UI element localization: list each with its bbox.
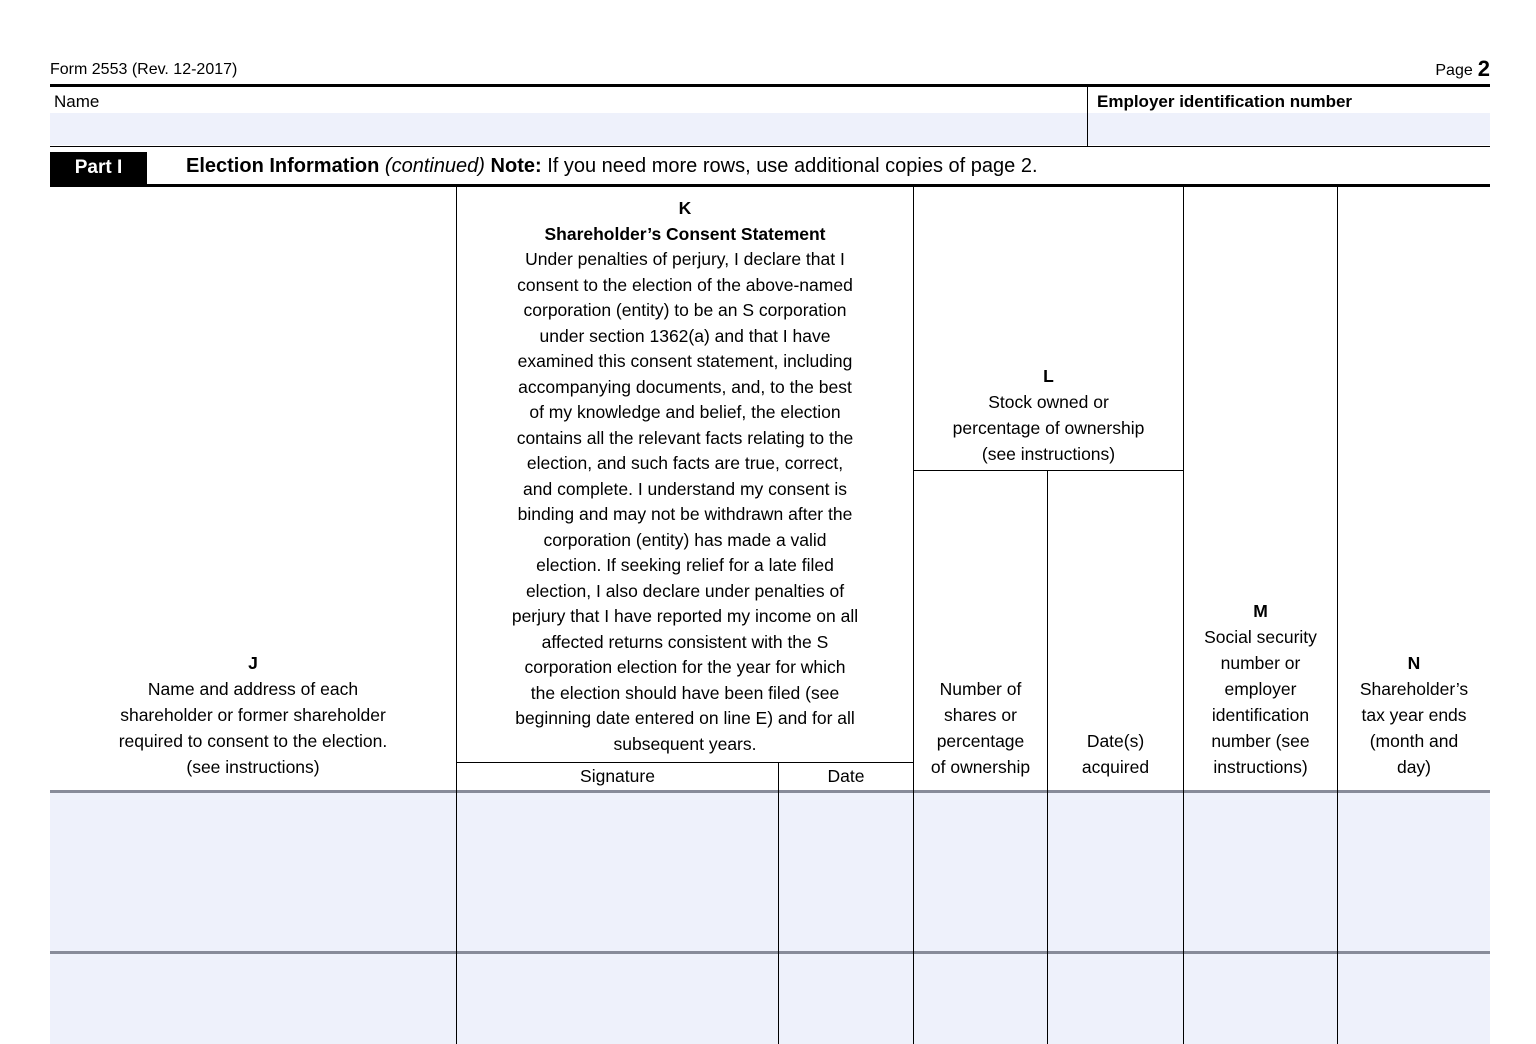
name-cell bbox=[50, 86, 1087, 146]
ein-cell bbox=[1087, 86, 1490, 146]
column-header-m bbox=[1184, 187, 1337, 790]
part1-note-label: Note: bbox=[490, 155, 542, 177]
column-l-shares-text: Number of shares or percentage of ownership bbox=[930, 679, 1031, 777]
row2-shares-field[interactable] bbox=[914, 954, 1047, 1044]
ein-label: Employer identification number bbox=[1097, 92, 1353, 111]
page-number-value: 2 bbox=[1477, 56, 1490, 81]
row1-signature-field[interactable] bbox=[457, 793, 778, 951]
table-row bbox=[50, 790, 1490, 951]
column-header-n bbox=[1338, 187, 1490, 790]
row2-date-field[interactable] bbox=[779, 954, 913, 1044]
row1-date-acquired-field[interactable] bbox=[1048, 793, 1183, 951]
divider-j-k bbox=[456, 790, 457, 1044]
divider-l-subcolumns bbox=[1047, 790, 1048, 1044]
divider-k-l bbox=[913, 790, 914, 1044]
column-header-l bbox=[914, 363, 1183, 467]
column-l-text: Stock owned or percentage of ownership (see instructions) bbox=[952, 392, 1145, 464]
row2-ssn-ein-field[interactable] bbox=[1184, 954, 1337, 1044]
part1-header-bar bbox=[50, 152, 1490, 187]
divider-l-m bbox=[1183, 790, 1184, 1044]
form-id: Form 2553 (Rev. 12-2017) bbox=[50, 61, 238, 78]
row1-date-field[interactable] bbox=[779, 793, 913, 951]
column-k-title: Shareholder’s Consent Statement bbox=[544, 223, 826, 244]
part1-note-text: If you need more rows, use additional copies of page 2. bbox=[547, 155, 1038, 177]
row1-tax-year-field[interactable] bbox=[1338, 793, 1490, 951]
ein-input[interactable] bbox=[1088, 113, 1490, 145]
column-m-letter: M bbox=[1253, 601, 1268, 621]
column-header-j bbox=[50, 187, 456, 790]
column-k-letter: K bbox=[678, 198, 692, 218]
column-j-text: Name and address of each shareholder or former shareholder required to consent to the election. (see instructions) bbox=[118, 679, 388, 777]
signature-header: Signature bbox=[580, 766, 655, 786]
part1-title-line bbox=[186, 155, 1038, 178]
part1-label: Part I bbox=[50, 152, 147, 184]
part1-title: Election Information bbox=[186, 155, 380, 177]
shareholder-table-rows bbox=[50, 790, 1490, 1044]
divider-signature-date bbox=[778, 790, 779, 1044]
column-header-l-shares bbox=[914, 471, 1047, 790]
date-header: Date bbox=[827, 766, 865, 786]
page-label: Page bbox=[1435, 62, 1473, 79]
column-m-text: Social security number or employer identification number (see instructions) bbox=[1204, 627, 1317, 777]
column-l-dates-text: Date(s) acquired bbox=[1081, 731, 1150, 777]
identity-box bbox=[50, 86, 1490, 147]
column-l-letter: L bbox=[1043, 366, 1054, 386]
row2-signature-field[interactable] bbox=[457, 954, 778, 1044]
table-row bbox=[50, 951, 1490, 1044]
shareholder-table-header bbox=[50, 187, 1490, 790]
part1-continued: (continued) bbox=[384, 155, 485, 177]
column-header-l-dates bbox=[1048, 471, 1183, 790]
column-k-consent-text: Under penalties of perjury, I declare that I consent to the election of the above-named corporation (entity) to be an S corporation under section 1362(a) and that I have examined this consent statement, including accompanying documents, and, to the best of my knowledge and belief, the election contains all the relevant facts relating to the election, and such facts are true, correct, and complete. I understand my consent is binding and may not be withdrawn after the corporation (entity) has made a valid election. If seeking relief for a late filed election, I also declare under penalties of perjury that I have reported my income on all affected returns consistent with the S corporation election for the year for which the election should have been filed (see beginning date entered on line E) and for all subsequent years. bbox=[511, 249, 859, 754]
name-input[interactable] bbox=[50, 113, 1087, 145]
divider-m-n bbox=[1337, 790, 1338, 1044]
row1-ssn-ein-field[interactable] bbox=[1184, 793, 1337, 951]
row2-name-address-field[interactable] bbox=[50, 954, 456, 1044]
row1-shares-field[interactable] bbox=[914, 793, 1047, 951]
name-label: Name bbox=[54, 92, 100, 111]
row2-tax-year-field[interactable] bbox=[1338, 954, 1490, 1044]
row1-name-address-field[interactable] bbox=[50, 793, 456, 951]
column-j-letter: J bbox=[248, 653, 258, 673]
page-indicator bbox=[1435, 56, 1490, 82]
row2-date-acquired-field[interactable] bbox=[1048, 954, 1183, 1044]
column-header-k bbox=[457, 196, 913, 757]
column-n-letter: N bbox=[1407, 653, 1421, 673]
column-n-text: Shareholder’s tax year ends (month and day) bbox=[1359, 679, 1469, 777]
